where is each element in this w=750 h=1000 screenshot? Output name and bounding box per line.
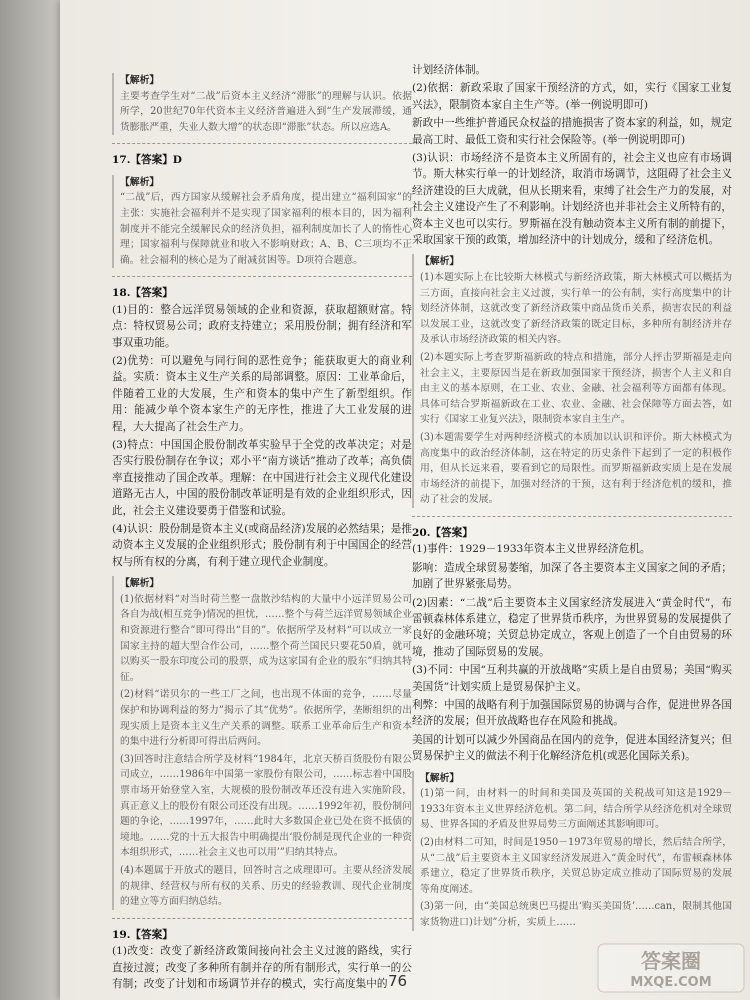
paragraph: (3)本题需要学生对两种经济模式的本质加以认识和评价。斯大林模式为高度集中的政治经济体制，这在特定的历史条件下起到了一定的积极作用，但从长远来看，要看到它的局限性。而罗斯福新政实质上是在发展市场经济的前提下，加强对经济的干预，这有利于经济危机的缓和，推动了社会的发展。 (420, 432, 732, 506)
paragraph: 计划经济体制。 (412, 64, 487, 76)
answer-block (112, 285, 412, 570)
continuation-block (412, 62, 732, 248)
right-column (412, 62, 732, 960)
answer-label: 20.【答案】 (412, 526, 473, 539)
analysis-block (412, 771, 732, 931)
paragraph: 新政中一些维护普通民众权益的措施损害了资本家的利益，如，规定最高工时、最低工资和实行社会保险等。(举一例说明即可) (412, 117, 732, 146)
analysis-label: 【解析】 (420, 772, 460, 784)
paragraph: “二战”后，西方国家从缓解社会矛盾角度，提出建立“福利国家”的主张：实施社会福利并不是实现了国家福利的根本目的，因为福利制度并不能完全缓解民众的经济负担，福利制度加长了人的惰性心理；国家福利与保障就业和收入不影响财政；A、B、C三项均不正确。社会福利的核心是为了耐减贫困等。D项符合题意。 (120, 192, 412, 266)
analysis-block (112, 576, 412, 909)
analysis-label: 【解析】 (420, 256, 460, 268)
paragraph: (1)依据材料“对当时荷兰整一盘散沙结构的大量中小远洋贸易公司各自为战(相互竞争)情况的担忧，……整个与荷兰远洋贸易领域企业和资源进行整合”即可得出“目的”。依据所学及材料“可以成立一家国家主持的超大型合作公司，……整个荷兰国民只要花50盾，就可以购买一股东印度公司的股票，成为这家国有企业的股东”归纳其特征。 (120, 593, 412, 683)
paragraph: (1)目的：整合远洋贸易领域的企业和资源，获取超额财富。特点：特权贸易公司；政府支持建立；采用股份制；拥有经济和军事双重功能。 (112, 303, 412, 349)
paragraph: (2)由材料二可知，时间是1950－1973年贸易的增长，然后结合所学，从“二战”后主要资本主义国家经济发展进入“黄金时代”，布雷顿森林体系建立，稳定了世界货币秩序，关贸总协定成立推动了国际贸易的发展等角度阐述。 (420, 837, 732, 895)
paragraph: (2)材料“诺贝尔的一些工厂之间，也出现不体面的竞争，……尽量保护和协调利益的努力”揭示了其“优势”。依据所学，垄断组织的出现实质上是资本主义生产关系的调整。联系工业革命后生产和资本的集中进行分析即可得出后两问。 (120, 689, 412, 748)
analysis-block (112, 73, 412, 135)
paragraph: (1)本题实际上在比较斯大林模式与新经济政策，斯大林模式可以概括为三方面，直接向社会主义过渡，实行单一的公有制，实行高度集中的计划经济体制，这就改变了新经济政策中商品货币关系，损害农民的利益以发展工业，这就改变了新经济政策的既定目标，多种所有制经济并存及承认市场经济政策的相关内容。 (420, 272, 732, 346)
paragraph: (1)第一问，由材料一的时间和美国及英国的关税战可知这是1929－1933年资本主义世界经济危机。第二问，结合所学从经济危机对全球贸易、世界各国的矛盾及世界局势三方面阐述其影响即可。 (420, 788, 732, 831)
watermark-logo (596, 942, 746, 994)
section-divider (112, 143, 412, 144)
watermark-line2: MXQE.COM (630, 975, 712, 990)
paragraph: (3)回答时注意结合所学及材料“1984年，北京天桥百货股份有限公司成立，……1986年中国第一家股份有限公司，……标志着中国股票市场开始登堂入室，大规模的股份制改革还没有进入实施阶段，真正意义上的股份有限公司还没有出现。……1992年初，股份制问题的争论，……1997年，……此时大多数国企业已处在资不抵债的境地。……党的十五大报告中明确提出‘股份制是现代企业的一种资本组织形式，……社会主义也可以用’”归纳其特点。 (120, 753, 412, 859)
answer-label: 18.【答案】 (112, 287, 173, 300)
answer-block (412, 525, 732, 765)
paragraph: (2)因素：“二战”后主要资本主义国家经济发展进入“黄金时代”，布雷顿森林体系建立，稳定了世界货币秩序，为世界贸易的发展提供了良好的金融环境；关贸总协定成立，客观上创造了一个自由贸易的环境，推动了国际贸易的发展。 (412, 596, 732, 658)
paragraph: (2)本题实际上考查罗斯福新政的特点和措施，部分人抨击罗斯福是走向社会主义，主要原因当是在新政加强国家干预经济，损害个人主义和自由主义的基本原则，在工业、农业、金融、社会福利等方面都有体现。具体可结合罗斯福新政在工业、农业、金融、社会保障等方面去答，如实行《国家工业复兴法》，限制资本家自主生产。 (420, 352, 732, 426)
paragraph: 影响：造成全球贸易萎缩，加深了各主要资本主义国家之间的矛盾；加剧了世界紧张局势。 (412, 561, 732, 591)
section-divider (412, 516, 732, 517)
analysis-block (412, 254, 732, 508)
analysis-label: 【解析】 (120, 578, 160, 590)
paragraph: (3)不同：中国“互利共赢的开放战略”实质上是自由贸易；美国“购买美国货”计划实质上是贸易保护主义。 (412, 664, 732, 693)
paragraph: (4)认识：股份制是资本主义(或商品经济)发展的必然结果；是推动资本主义发展的企业组织形式；股份制有利于中国国企的经营权与所有权的分离，有利于建立现代企业制度。 (112, 523, 412, 568)
paragraph: 主要考查学生对“二战”后资本主义经济“滞胀”的理解与认识。依据所学，20世纪70年代资本主义经济普遍进入到“生产发展滞缓，通货膨胀严重，失业人数大增”的状态即“滞胀”状态。所以应选A。 (120, 90, 412, 133)
section-divider (112, 276, 412, 277)
watermark-line1: 答案圈 (641, 949, 701, 973)
page-number: 76 (388, 972, 408, 990)
answer-block (112, 927, 412, 993)
paragraph: (3)第一问，由“美国总统奥巴马提出‘购买美国货’……can，限制其他国家货物进口)计划”分析，实质上…… (420, 901, 732, 928)
paragraph: 利弊：中国的战略有利于加强国际贸易的协调与合作，促进世界各国经济的发展；但开放战略也存在风险和挑战。 (412, 699, 732, 728)
paragraph: (4)本题属于开放式的题目，回答时言之成理即可。主要从经济发展的规律、经营权与所有权的关系、历史的经验教训、现代企业制度的建立等方面归纳总结。 (120, 864, 412, 908)
analysis-block (112, 175, 412, 269)
answer-block (112, 152, 412, 168)
section-divider (112, 918, 412, 919)
book-spine-shadow (0, 0, 60, 1000)
paragraph: (3)特点：中国国企股份制改革实验早于全党的改革决定；对是否实行股份制存在争议；邓小平“南方谈话”推动了改革；高负债率直接推动了国企改革。理解：在中国进行社会主义现代化建设道路无古人，中国的股份制改革证明是有效的企业组织形式，因此，社会主义建设要勇于借鉴和试验。 (112, 439, 412, 517)
paragraph: (2)依据：新政采取了国家干预经济的方式，如，实行《国家工业复兴法》，限制资本家自主生产等。(举一例说明即可) (412, 82, 732, 111)
answer-label: 17.【答案】D (112, 154, 182, 167)
answer-label: 19.【答案】 (112, 928, 173, 941)
paragraph: (1)事件：1929－1933年资本主义世界经济危机。 (412, 543, 651, 556)
paragraph: 美国的计划可以减少外国商品在国内的竞争，促进本国经济复兴；但贸易保护主义的做法不利于化解经济危机(或恶化国际关系)。 (412, 733, 732, 763)
paragraph: (1)改变：改变了新经济政策间接向社会主义过渡的路线，实行直接过渡；改变了多种所有制并存的所有制形式，实行单一的公有制；改变了计划和市场调节并存的模式，实行高度集中的 (112, 945, 412, 990)
analysis-label: 【解析】 (120, 75, 160, 86)
paragraph: (3)认识：市场经济不是资本主义所固有的，社会主义也应有市场调节。斯大林实行单一的计划经济，取消市场调节，这阻碍了社会主义经济建设的巨大成就，但从长期来看，束缚了社会生产力的发展，对社会主义建设产生了不利影响。计划经济也并非社会主义所特有的，资本主义也可以实行。罗斯福在没有触动资本主义所有制的前提下，采取国家干预的政策，增加经济中的计划成分，缓和了经济危机。 (412, 152, 732, 247)
paragraph: (2)优势：可以避免与同行间的恶性竞争；能获取更大的商业利益。实质：资本主义生产关系的局部调整。原因：工业革命后，伴随着工业的大发展，生产和资本的集中产生了新型组织。作用：能减少单个资本家生产的无序性，推进了大工业发展的进程，大大提高了社会生产力。 (112, 354, 412, 433)
analysis-label: 【解析】 (120, 176, 160, 188)
document-page (60, 0, 750, 1000)
